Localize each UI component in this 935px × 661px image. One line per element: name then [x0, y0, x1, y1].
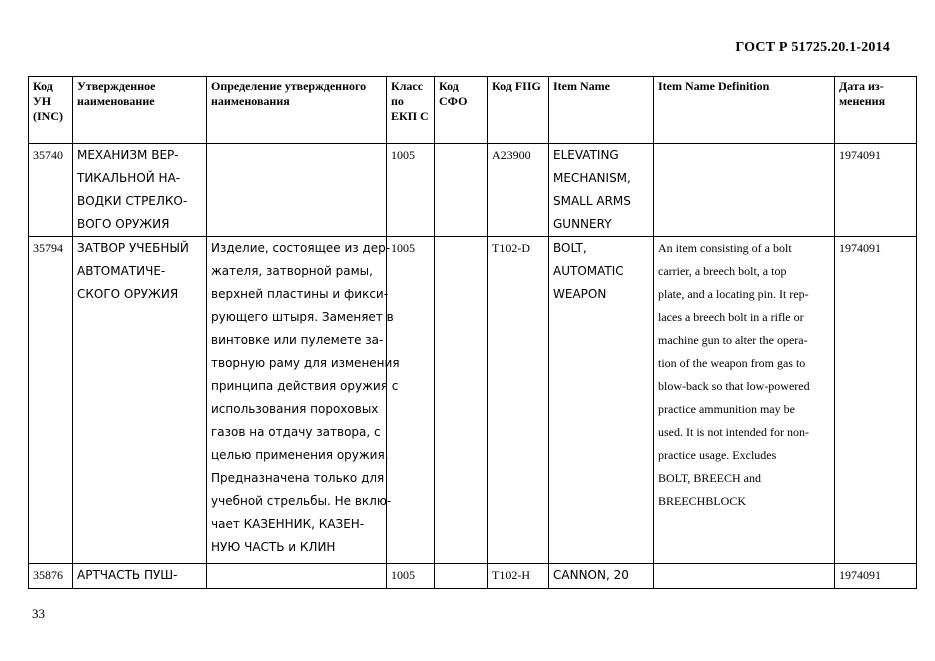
nomenclature-table [28, 76, 917, 589]
cell-sfo [435, 144, 488, 237]
cell-fiig: T102-H [488, 564, 549, 589]
document-header-id: ГОСТ Р 51725.20.1-2014 [735, 40, 890, 55]
cell-item-name-definition [654, 144, 835, 237]
header-sfo: Код СФО [435, 77, 488, 144]
cell-change-date: 1974091 [835, 144, 917, 237]
cell-inc: 35740 [29, 144, 73, 237]
table-row [29, 144, 917, 237]
cell-inc: 35876 [29, 564, 73, 589]
header-definition: Определение утвержденного наименования [207, 77, 387, 144]
table-header-row [29, 77, 917, 144]
cell-item-name-definition [654, 564, 835, 589]
cell-change-date: 1974091 [835, 564, 917, 589]
header-class: Класс по ЕКП С [387, 77, 435, 144]
header-inc: Код УН (INC) [29, 77, 73, 144]
cell-item-name: CANNON, 20 [549, 564, 654, 589]
table-row [29, 564, 917, 589]
cell-item-name-definition: An item consisting of a bolt carrier, a breech bolt, a top plate, and a locating pin. It rep- laces a breech bolt in a rifle or machine gun to alter the opera- tion of the weapon from gas to blow-back so that low-powered practice ammunition may be used. It is not intended for non- practice usage. Excludes BOLT, BREECH and BREECHBLOCK [654, 237, 835, 564]
cell-class: 1005 [387, 237, 435, 564]
cell-fiig: T102-D [488, 237, 549, 564]
cell-inc: 35794 [29, 237, 73, 564]
cell-change-date: 1974091 [835, 237, 917, 564]
cell-approved-name: МЕХАНИЗМ ВЕР- ТИКАЛЬНОЙ НА- ВОДКИ СТРЕЛКО- ВОГО ОРУЖИЯ [73, 144, 207, 237]
cell-class: 1005 [387, 144, 435, 237]
cell-class: 1005 [387, 564, 435, 589]
table-row [29, 237, 917, 564]
header-item-name-definition: Item Name Definition [654, 77, 835, 144]
header-change-date: Дата из- менения [835, 77, 917, 144]
cell-fiig: A23900 [488, 144, 549, 237]
cell-sfo [435, 564, 488, 589]
cell-definition: Изделие, состоящее из дер- жателя, затворной рамы, верхней пластины и фикси- рующего штыря. Заменяет в винтовке или пулемете за- творную раму для изменения принципа действия оружия с использования пороховых газов на отдачу затвора, с целью применения оружия. Предназначена только для учебной стрельбы. Не вклю- чает КАЗЕННИК, КАЗЕН- НУЮ ЧАСТЬ и КЛИН [207, 237, 387, 564]
cell-item-name: BOLT, AUTOMATIC WEAPON [549, 237, 654, 564]
cell-definition [207, 564, 387, 589]
header-item-name: Item Name [549, 77, 654, 144]
cell-definition [207, 144, 387, 237]
page-number: 33 [32, 606, 45, 621]
cell-item-name: ELEVATING MECHANISM, SMALL ARMS GUNNERY [549, 144, 654, 237]
header-approved-name: Утвержденное наименование [73, 77, 207, 144]
cell-approved-name: АРТЧАСТЬ ПУШ- [73, 564, 207, 589]
cell-approved-name: ЗАТВОР УЧЕБНЫЙ АВТОМАТИЧЕ- СКОГО ОРУЖИЯ [73, 237, 207, 564]
cell-sfo [435, 237, 488, 564]
header-fiig: Код FIIG [488, 77, 549, 144]
